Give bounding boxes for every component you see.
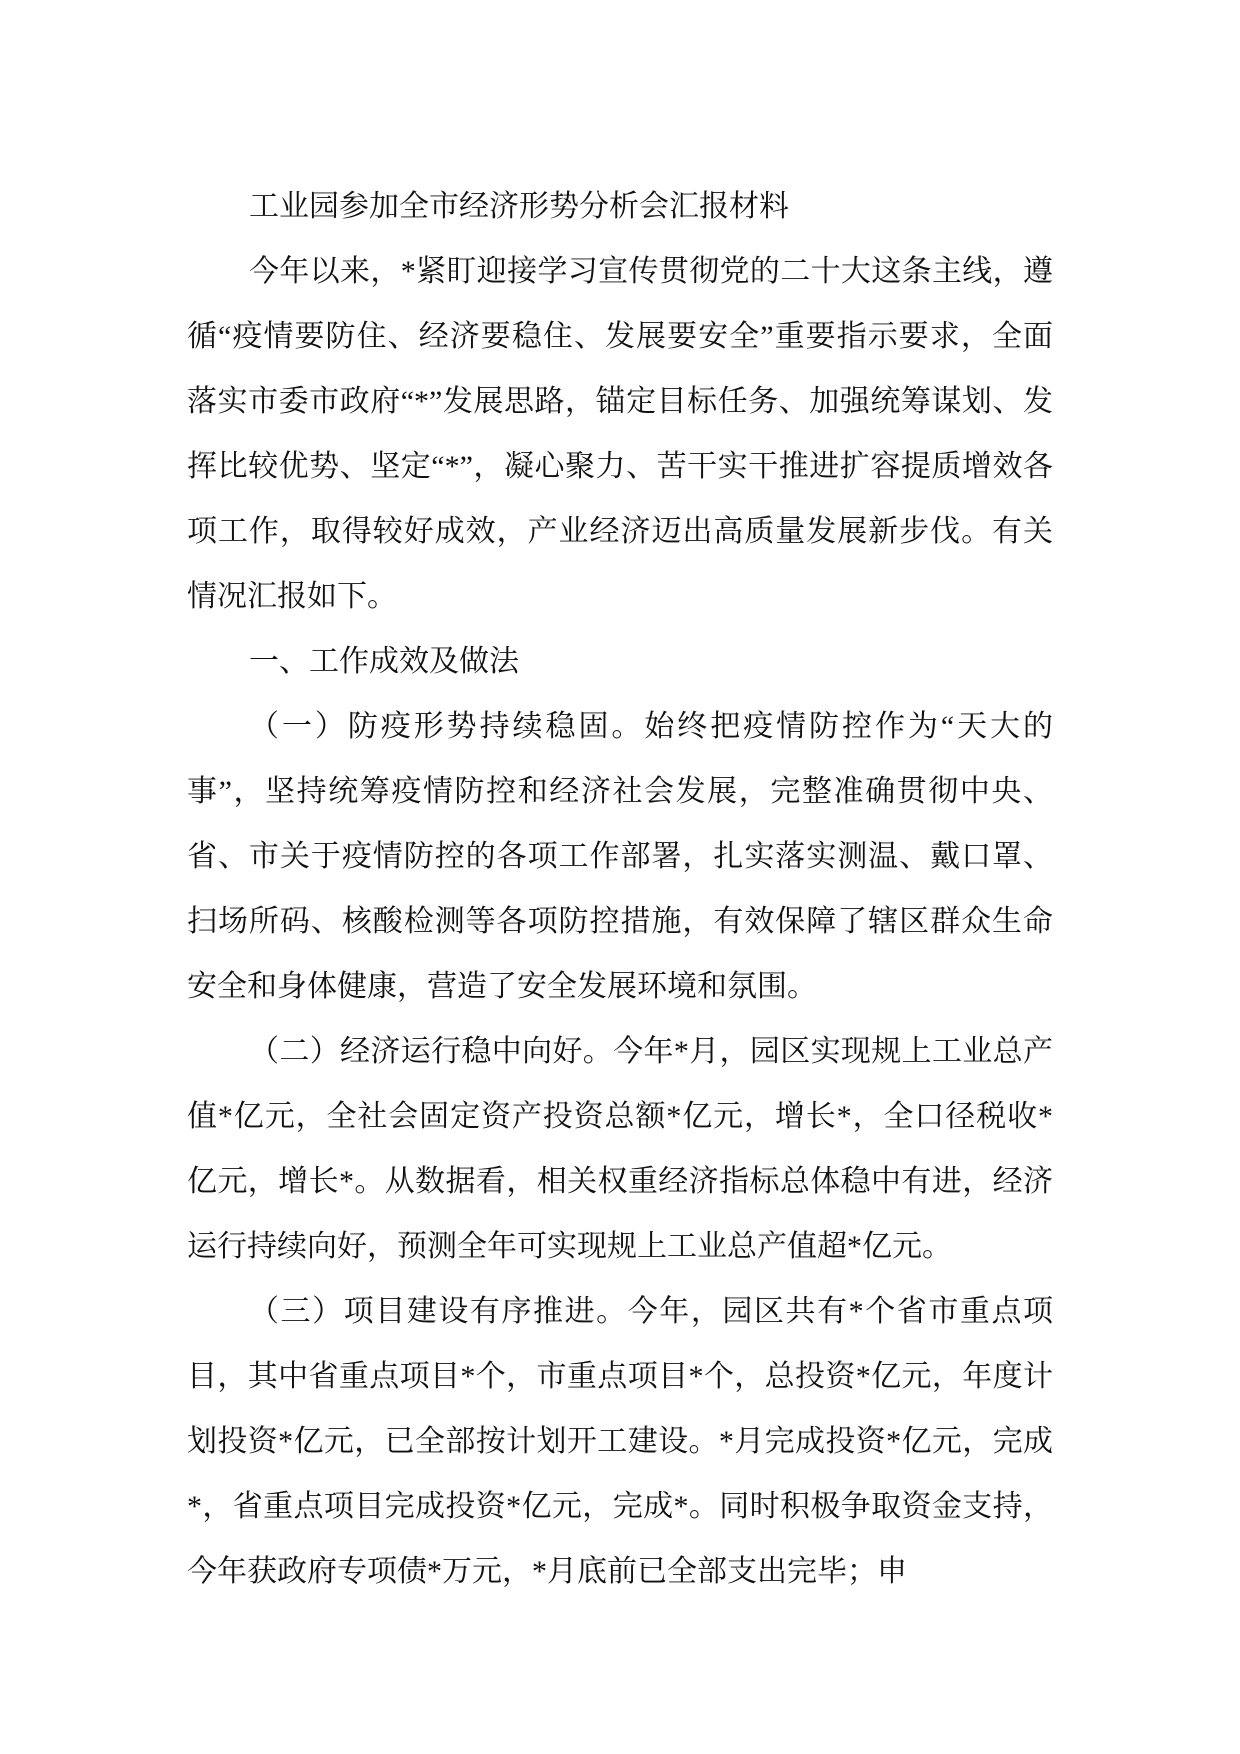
paragraph-projects: （三）项目建设有序推进。今年，园区共有*个省市重点项目，其中省重点项目*个，市重点项目*个，总投资*亿元，年度计划投资*亿元，已全部按计划开工建设。*月完成投资*亿元，完成*，省重点项目完成投资*亿元，完成*。同时积极争取资金支持，今年获政府专项债*万元，*月底前已全部支出完毕；申: [187, 1295, 1053, 1588]
paragraph-epidemic: （一）防疫形势持续稳固。始终把疫情防控作为“天大的事”，坚持统筹疫情防控和经济社会发展，完整准确贯彻中央、省、市关于疫情防控的各项工作部署，扎实落实测温、戴口罩、扫场所码、核酸检测等各项防控措施，有效保障了辖区群众生命安全和身体健康，营造了安全发展环境和氛围。: [187, 710, 1053, 1003]
section-heading: 一、工作成效及做法: [249, 645, 519, 678]
document-title: 工业园参加全市经济形势分析会汇报材料: [249, 190, 789, 223]
document-body: [187, 174, 1053, 1604]
paragraph-intro: 今年以来，*紧盯迎接学习宣传贯彻党的二十大这条主线，遵循“疫情要防住、经济要稳住、发展要安全”重要指示要求，全面落实市委市政府“*”发展思路，锚定目标任务、加强统筹谋划、发挥比较优势、坚定“*”，凝心聚力、苦干实干推进扩容提质增效各项工作，取得较好成效，产业经济迈出高质量发展新步伐。有关情况汇报如下。: [187, 255, 1053, 613]
paragraph-economy: （二）经济运行稳中向好。今年*月，园区实现规上工业总产值*亿元，全社会固定资产投资总额*亿元，增长*，全口径税收*亿元，增长*。从数据看，相关权重经济指标总体稳中有进，经济运行持续向好，预测全年可实现规上工业总产值超*亿元。: [187, 1035, 1053, 1263]
